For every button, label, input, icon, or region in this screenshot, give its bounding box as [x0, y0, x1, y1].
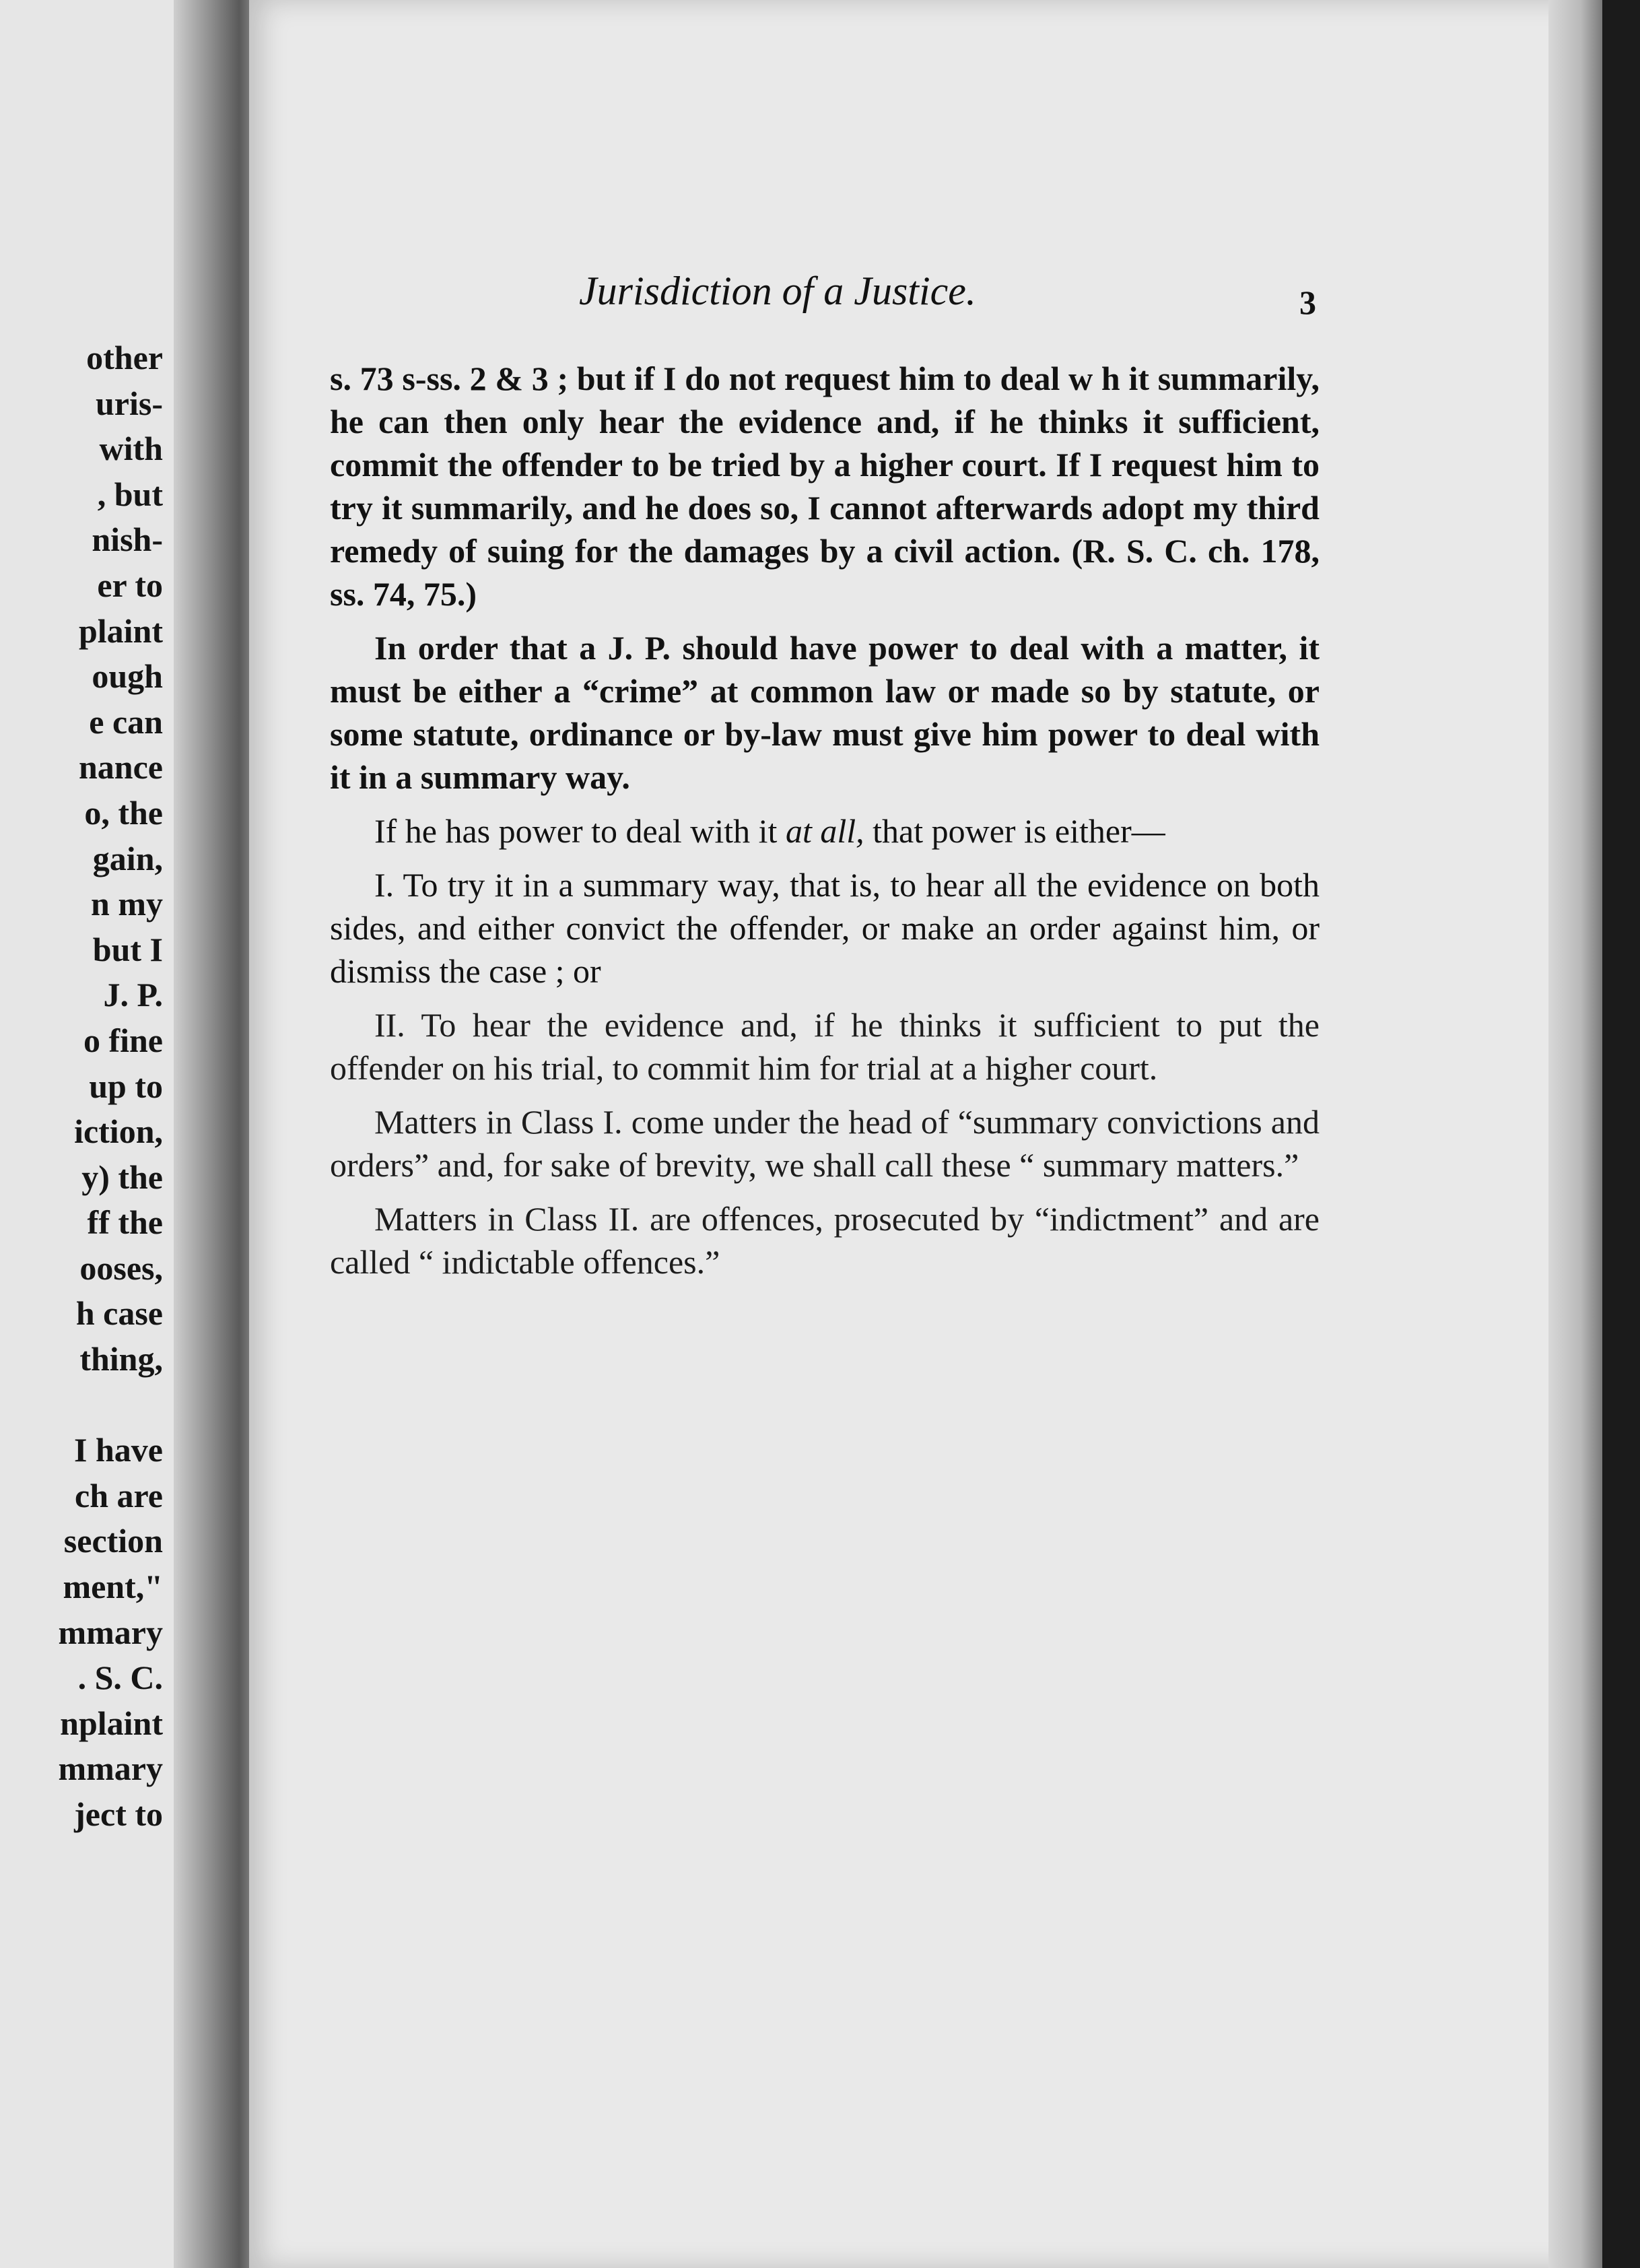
page-edge — [1548, 0, 1602, 2268]
previous-page-line: ooses, — [79, 1248, 163, 1287]
previous-page-line: uris- — [96, 384, 163, 422]
previous-page-line: . S. C. — [77, 1659, 163, 1697]
previous-page-line: thing, — [79, 1340, 163, 1378]
previous-page-line: mmary — [58, 1749, 163, 1788]
previous-page-line: nplaint — [60, 1704, 163, 1742]
previous-page-line — [59, 1382, 164, 1428]
previous-page-line: with — [99, 430, 163, 468]
previous-page-line: but I — [92, 930, 163, 968]
previous-page-line: J. P. — [103, 976, 163, 1014]
previous-page-line: ough — [92, 657, 163, 696]
previous-page-line: e can — [89, 702, 163, 741]
previous-page-line: nance — [79, 748, 163, 787]
scan-border — [1602, 0, 1640, 2268]
running-head: Jurisdiction of a Justice. — [579, 269, 976, 313]
paragraph-5: II. To hear the evidence and, if he thinks it sufficient to put the offender on his trial, to commit him for trial at a higher court. — [330, 1006, 1320, 1087]
previous-page-line: plaint — [78, 611, 163, 650]
previous-page-text — [59, 335, 164, 1838]
previous-page-line: ff the — [87, 1203, 163, 1242]
previous-page-line: section — [63, 1522, 163, 1560]
body-text — [330, 357, 1320, 1294]
previous-page-line: ment," — [63, 1568, 163, 1606]
previous-page-line: ch are — [75, 1476, 163, 1514]
previous-page-line: ject to — [74, 1795, 163, 1833]
paragraph-6: Matters in Class I. come under the head of “summary convictions and orders” and, for sake of brevity, we shall call these “ summary matters.” — [330, 1103, 1320, 1184]
previous-page-line: , but — [97, 475, 163, 513]
page-number: 3 — [1299, 284, 1316, 321]
paragraph-3-text-b: that power is either— — [864, 812, 1165, 850]
previous-page-line: h case — [75, 1294, 163, 1333]
paragraph-3-italic: at all, — [785, 812, 864, 850]
previous-page-line: mmary — [58, 1613, 163, 1651]
previous-page-fragment — [0, 0, 175, 2268]
previous-page-line: I have — [74, 1431, 163, 1469]
paragraph-7: Matters in Class II. are offences, prosecuted by “indictment” and are called “ indictable offences.” — [330, 1200, 1320, 1281]
paragraph-3 — [330, 809, 1320, 853]
previous-page-line: er to — [97, 566, 163, 604]
paragraph-3-text-a: If he has power to deal with it — [374, 812, 786, 850]
previous-page-line: o, the — [84, 793, 163, 832]
previous-page-line: y) the — [81, 1158, 163, 1196]
previous-page-line: other — [86, 339, 163, 376]
previous-page-line: iction, — [74, 1112, 163, 1151]
paragraph-1: s. 73 s-ss. 2 & 3 ; but if I do not request him to deal w h it summarily, he can then only hear the evidence and, if he thinks it sufficient, commit the offender to be tried by a higher court. If I request him to try it summarily, and he does so, I cannot afterwards adopt my third remedy of suing for the damages by a civil action. (R. S. C. ch. 178, ss. 74, 75.) — [330, 360, 1320, 613]
paragraph-4: I. To try it in a summary way, that is, to hear all the evidence on both sides, and either convict the offender, or make an order against him, or dismiss the case ; or — [330, 866, 1320, 990]
previous-page-line: o fine — [83, 1021, 163, 1059]
previous-page-line: gain, — [92, 839, 163, 877]
previous-page-line: up to — [89, 1067, 163, 1105]
previous-page-line: nish- — [92, 521, 163, 559]
paragraph-2: In order that a J. P. should have power to deal with a matter, it must be either a “crime” at common law or made so by statute, or some statute, ordinance or by-law must give him power to deal with it in a summary way. — [330, 629, 1320, 796]
previous-page-line: n my — [91, 885, 163, 923]
book-gutter-shadow — [174, 0, 261, 2268]
